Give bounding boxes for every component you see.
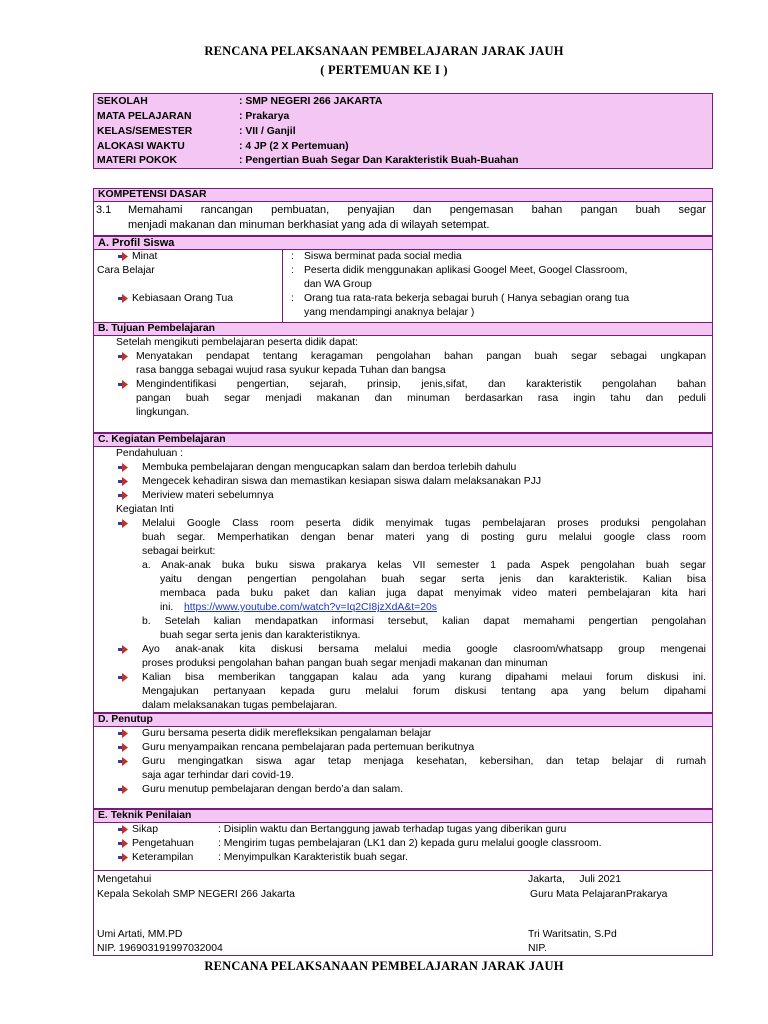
kegiatan-header: C. Kegiatan Pembelajaran <box>93 433 713 447</box>
bullet-arrow-icon <box>118 757 128 766</box>
kegiatan-inti-item-3-line2: Mengajukan pertanyaan kepada guru melalui forum diskusi tentang apa yang belum dipahami <box>142 686 706 697</box>
profil-header: A. Profil Siswa <box>93 236 713 250</box>
profil-kebiasaan-value-1: Orang tua rata-rata bekerja sebagai buruh ( Hanya sebagian orang tua <box>304 293 630 304</box>
identity-value: : 4 JP (2 X Pertemuan) <box>239 141 349 152</box>
tujuan-item-2-line3: lingkungan. <box>136 407 190 418</box>
profil-divider <box>282 250 283 322</box>
kegiatan-step-a-line4: ini. <box>160 602 174 613</box>
tujuan-header: B. Tujuan Pembelajaran <box>93 322 713 336</box>
bullet-arrow-icon <box>118 673 128 682</box>
identity-value: : VII / Ganjil <box>239 126 296 137</box>
penutup-section <box>93 727 713 809</box>
sig-guru-title: Guru Mata PelajaranPrakarya <box>530 889 668 900</box>
kegiatan-step-a-line1: a. Anak-anak buka buku siswa prakarya kelas VII semester 1 pada Aspek pengolahan buah segar <box>142 560 706 571</box>
kd-text-line2: menjadi makanan dan minuman berkhasiat yang ada di wilayah setempat. <box>128 219 490 231</box>
document-title: RENCANA PELAKSANAAN PEMBELAJARAN JARAK JAUH <box>204 44 564 58</box>
kegiatan-pendahuluan-label: Pendahuluan : <box>116 448 184 459</box>
penilaian-pengetahuan-label: Pengetahuan <box>132 838 194 849</box>
kegiatan-step-a-line3: membaca pada buku paket dan kalian juga dapat menyimak video materi pembelajaran kita hari <box>160 588 706 599</box>
penutup-item-3-line1: Guru mengingatkan siswa agar tetap menjaga kesehatan, kebersihan, dan tetap belajar di rumah <box>142 756 706 767</box>
tujuan-item-1-line2: rasa bangga sebagai wujud rasa syukur kepada Tuhan dan bangsa <box>136 365 446 376</box>
identity-box <box>93 93 713 169</box>
profil-cara-label: Cara Belajar <box>97 265 155 276</box>
bullet-arrow-icon <box>118 252 128 261</box>
kegiatan-pendahuluan-item-2: Mengecek kehadiran siswa dan memastikan kesiapan siswa dalam melaksanakan PJJ <box>142 476 542 487</box>
kd-text-line1: Memahami rancangan pembuatan, penyajian dan pengemasan bahan pangan buah segar <box>128 204 706 216</box>
kegiatan-step-b-line1: b. Setelah kalian mendapatkan informasi tersebut, kalian dapat memahami pengertian pengolahan <box>142 616 706 627</box>
penilaian-header: E. Teknik Penilaian <box>93 809 713 823</box>
identity-value: : SMP NEGERI 266 JAKARTA <box>239 96 383 107</box>
bullet-arrow-icon <box>118 729 128 738</box>
profil-cara-value-1: Peserta didik menggunakan aplikasi Googel Meet, Googel Classroom, <box>304 265 628 276</box>
kegiatan-inti-item-1-line2: buah segar. Memperhatikan dengan benar materi yang di posting guru melalui google class room <box>142 532 706 543</box>
kegiatan-inti-item-2-line2: proses produksi pengolahan bahan pangan buah segar menjadi makanan dan minuman <box>142 658 548 669</box>
kd-header: KOMPETENSI DASAR <box>93 188 713 202</box>
profil-colon: : <box>291 293 294 304</box>
bullet-arrow-icon <box>118 853 128 862</box>
kegiatan-section <box>93 447 713 713</box>
sig-kepsek-name: Umi Artati, MM.PD <box>97 929 183 940</box>
penilaian-keterampilan-label: Keterampilan <box>132 852 194 863</box>
penutup-item-2: Guru menyampaikan rencana pembelajaran pada pertemuan berikutnya <box>142 742 475 753</box>
kd-section <box>93 202 713 236</box>
bullet-arrow-icon <box>118 352 128 361</box>
penilaian-keterampilan-value: : Menyimpulkan Karakteristik buah segar. <box>218 852 409 863</box>
bullet-arrow-icon <box>118 477 128 486</box>
tujuan-intro: Setelah mengikuti pembelajaran peserta didik dapat: <box>116 337 359 348</box>
bullet-arrow-icon <box>118 839 128 848</box>
tujuan-section <box>93 336 713 433</box>
profil-kebiasaan-label: Kebiasaan Orang Tua <box>132 293 234 304</box>
kegiatan-inti-item-3-line1: Kalian bisa memberikan tanggapan kalau ada yang kurang dipahami melaui forum diskusi ini. <box>142 672 706 683</box>
profil-minat-label: Minat <box>132 251 158 262</box>
tujuan-item-2-line2: pangan buah segar menjadi makanan dan minuman berdasarkan rasa ingin tahu dan peduli <box>136 393 706 404</box>
profil-colon: : <box>291 265 294 276</box>
profil-kebiasaan-value-2: yang mendampingi anaknya belajar ) <box>304 307 475 318</box>
sig-guru-nip: NIP. <box>528 943 547 954</box>
penutup-item-3-line2: saja agar terhindar dari covid-19. <box>142 770 294 781</box>
kegiatan-inti-item-1-line3: sebagai beirkut: <box>142 546 216 557</box>
tujuan-item-1-line1: Menyatakan pendapat tentang keragaman pengolahan bahan pangan buah segar sebagai ungkapan <box>136 351 706 362</box>
kd-number: 3.1 <box>96 204 112 216</box>
bullet-arrow-icon <box>118 785 128 794</box>
bullet-arrow-icon <box>118 294 128 303</box>
kegiatan-step-b-line2: buah segar serta jenis dan karakteristiknya. <box>160 630 361 641</box>
tujuan-item-2-line1: Mengindentifikasi pengertian, sejarah, prinsip, jenis,sifat, dan karakteristik pengolahan bahan <box>136 379 706 390</box>
youtube-link[interactable]: https://www.youtube.com/watch?v=Iq2CI8jzXdA&t=20s <box>184 602 437 613</box>
identity-value: : Pengertian Buah Segar Dan Karakteristik Buah-Buahan <box>239 155 519 166</box>
kegiatan-pendahuluan-item-1: Membuka pembelajaran dengan mengucapkan salam dan berdoa terlebih dahulu <box>142 462 517 473</box>
identity-label: SEKOLAH <box>97 96 148 107</box>
kegiatan-step-a-line2: yaitu dengan pengertian pengolahan buah segar serta jenis dan karakteristik. Kalian bisa <box>160 574 706 585</box>
identity-label: ALOKASI WAKTU <box>97 141 185 152</box>
profil-minat-value: Siswa berminat pada social media <box>304 251 462 262</box>
kegiatan-inti-item-1-line1: Melalui Google Class room peserta didik menyimak tugas pembelajaran proses produksi pengolahan <box>142 518 706 529</box>
sig-kepsek-nip: NIP. 196903191997032004 <box>97 943 223 954</box>
penilaian-sikap-value: : Disiplin waktu dan Bertanggung jawab terhadap tugas yang diberikan guru <box>218 824 567 835</box>
penutup-header: D. Penutup <box>93 713 713 727</box>
kegiatan-inti-label: Kegiatan Inti <box>116 504 174 515</box>
document-subtitle: ( PERTEMUAN KE I ) <box>320 63 448 77</box>
sig-guru-name: Tri Waritsatin, S.Pd <box>528 929 617 940</box>
penutup-item-1: Guru bersama peserta didik merefleksikan pengalaman belajar <box>142 728 432 739</box>
sig-place-date: Jakarta, Juli 2021 <box>528 874 621 885</box>
identity-label: KELAS/SEMESTER <box>97 126 193 137</box>
bullet-arrow-icon <box>118 380 128 389</box>
bullet-arrow-icon <box>118 491 128 500</box>
profil-colon: : <box>291 251 294 262</box>
kegiatan-inti-item-3-line3: dalam melaksanakan tugas pembelajaran. <box>142 700 338 711</box>
penilaian-sikap-label: Sikap <box>132 824 158 835</box>
penutup-item-4: Guru menutup pembelajaran dengan berdo’a dan salam. <box>142 784 404 795</box>
bullet-arrow-icon <box>118 825 128 834</box>
bullet-arrow-icon <box>118 519 128 528</box>
footer-title: RENCANA PELAKSANAAN PEMBELAJARAN JARAK JAUH <box>204 959 564 973</box>
sig-kepsek-title: Kepala Sekolah SMP NEGERI 266 Jakarta <box>97 889 295 900</box>
penilaian-pengetahuan-value: : Mengirim tugas pembelajaran (LK1 dan 2) kepada guru melalui google classroom. <box>218 838 602 849</box>
penilaian-section <box>93 823 713 871</box>
kegiatan-pendahuluan-item-3: Meriview materi sebelumnya <box>142 490 274 501</box>
identity-label: MATA PELAJARAN <box>97 111 192 122</box>
identity-value: : Prakarya <box>239 111 290 122</box>
profil-cara-value-2: dan WA Group <box>304 279 372 290</box>
profil-section <box>93 250 713 323</box>
bullet-arrow-icon <box>118 645 128 654</box>
bullet-arrow-icon <box>118 743 128 752</box>
identity-label: MATERI POKOK <box>97 155 178 166</box>
signature-block <box>93 870 713 956</box>
sig-mengetahui: Mengetahui <box>97 874 152 885</box>
kegiatan-inti-item-2-line1: Ayo anak-anak kita diskusi bersama melalui media google clasroom/whatsapp group mengenai <box>142 644 706 655</box>
bullet-arrow-icon <box>118 463 128 472</box>
